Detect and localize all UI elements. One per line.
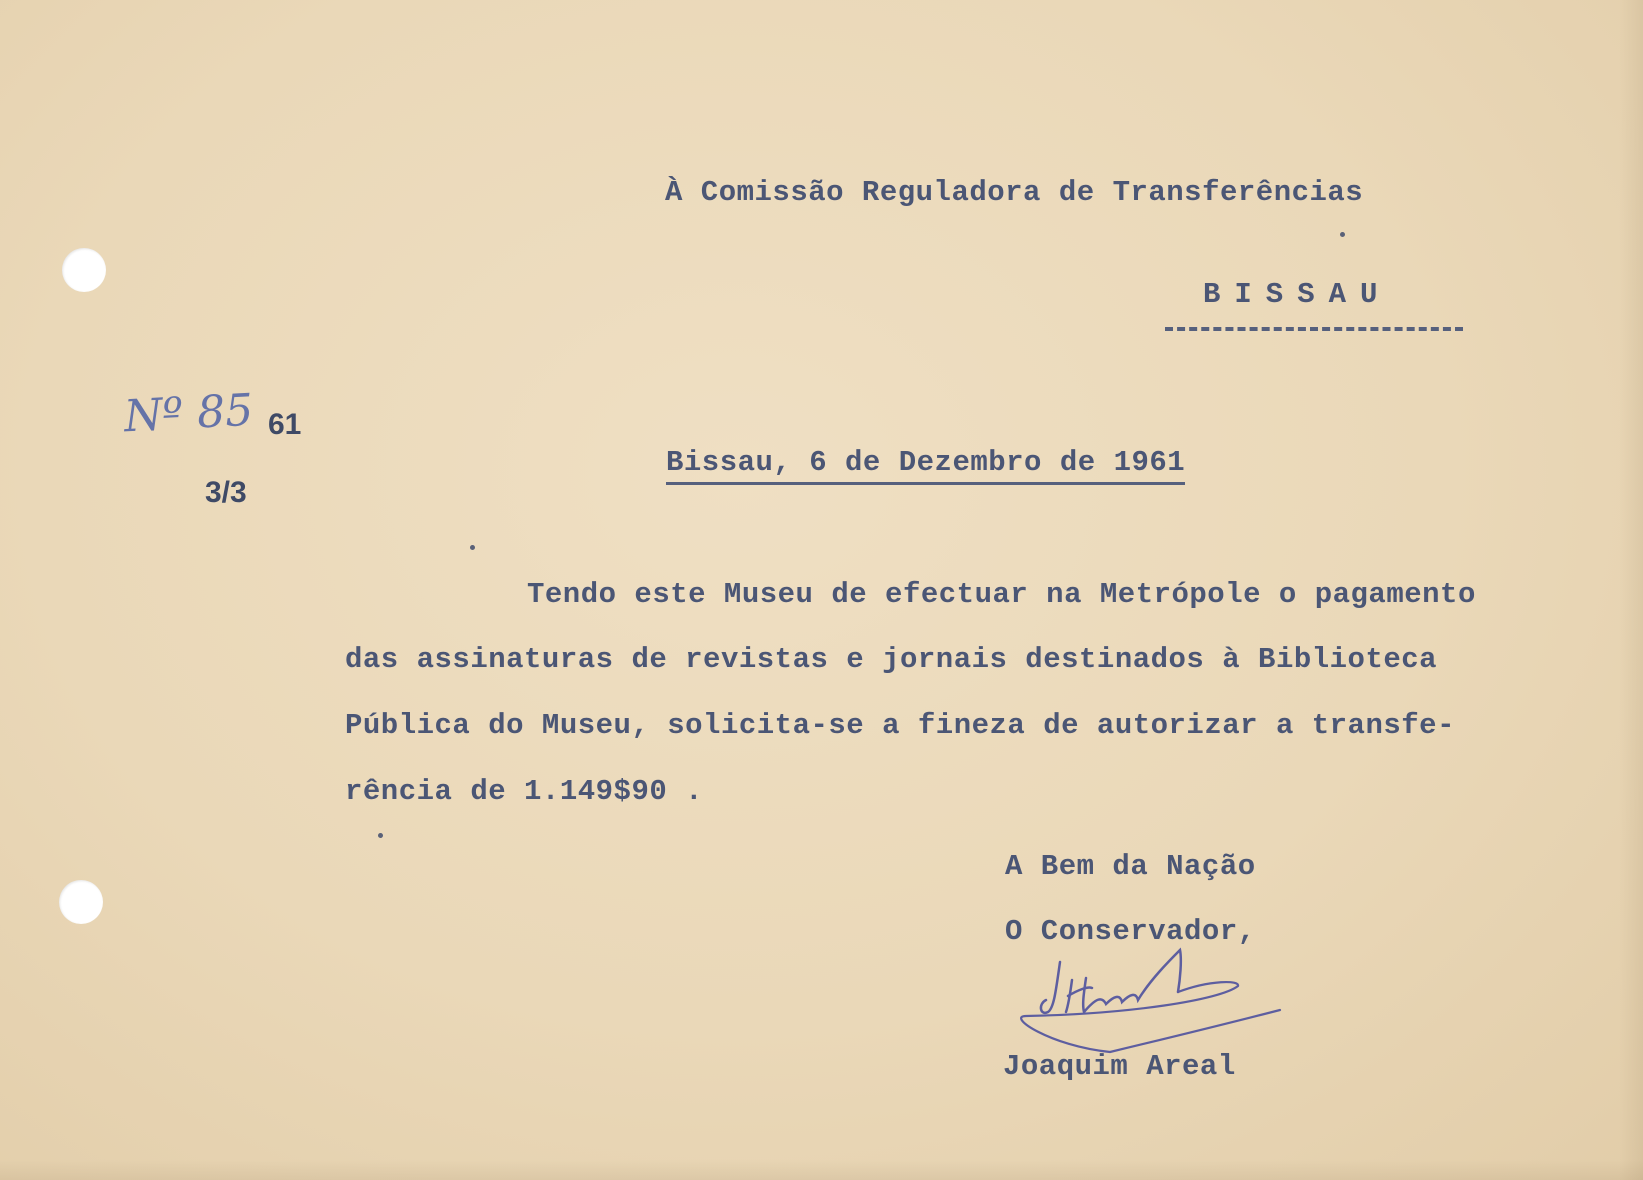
stamped-year: 61 xyxy=(268,408,302,441)
closing-salutation: A Bem da Nação xyxy=(1005,850,1256,883)
paper-speck xyxy=(1340,232,1345,237)
punch-hole-bottom xyxy=(59,880,103,924)
recipient-city: BISSAU xyxy=(1203,278,1392,311)
punch-hole-top xyxy=(62,248,106,292)
paper-speck xyxy=(378,833,383,838)
signer-title: O Conservador, xyxy=(1005,915,1256,948)
recipient-line: À Comissão Reguladora de Transferências xyxy=(665,176,1364,209)
paper-speck xyxy=(470,545,475,550)
handwritten-reference-number: Nº 85 xyxy=(122,384,255,443)
signer-name: Joaquim Areal xyxy=(1003,1050,1236,1083)
handwritten-signature xyxy=(1010,940,1310,1060)
paper-bottom-shading xyxy=(0,1160,1643,1180)
letter-date: Bissau, 6 de Dezembro de 1961 xyxy=(666,446,1185,485)
body-line-3: Pública do Museu, solicita-se a fineza de autorizar a transfe- xyxy=(345,709,1455,742)
body-line-4: rência de 1.149$90 . xyxy=(345,775,704,808)
paper-edge-shading xyxy=(1619,0,1643,1180)
body-line-2: das assinaturas de revistas e jornais destinados à Biblioteca xyxy=(345,643,1438,676)
body-line-1: Tendo este Museu de efectuar na Metrópole o pagamento xyxy=(527,578,1476,611)
city-underline xyxy=(1165,327,1463,331)
stamped-fraction: 3/3 xyxy=(205,476,247,509)
